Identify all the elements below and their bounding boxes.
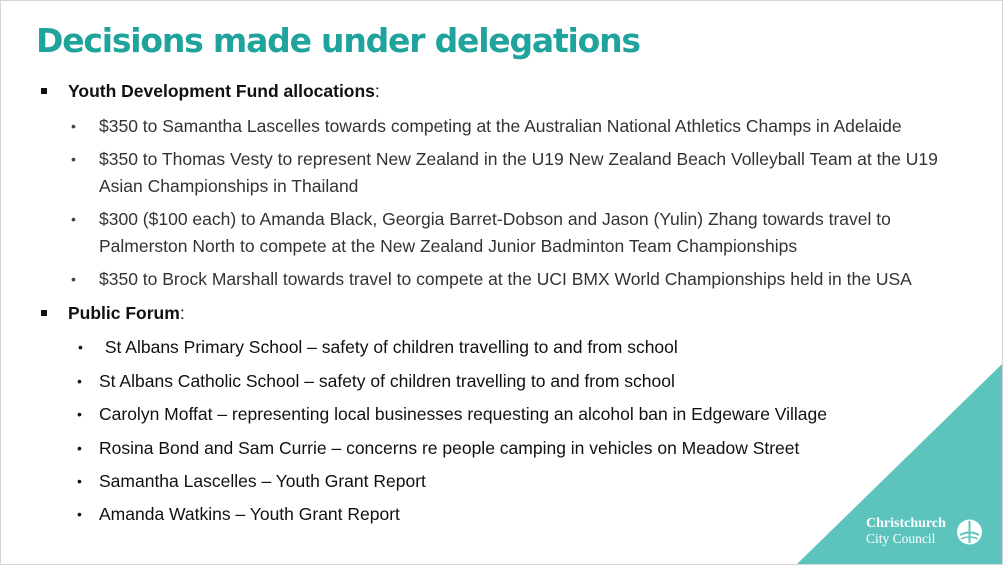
list-item-text: $350 to Brock Marshall towards travel to compete at the UCI BMX World Championships held in the USA	[99, 269, 912, 289]
round-bullet-icon: •	[77, 440, 82, 456]
list-item-text: St Albans Primary School – safety of children travelling to and from school	[100, 337, 678, 357]
round-bullet-icon: •	[77, 373, 82, 389]
list-item-text: Rosina Bond and Sam Currie – concerns re people camping in vehicles on Meadow Street	[99, 438, 800, 458]
list-item-text: Carolyn Moffat – representing local businesses requesting an alcohol ban in Edgeware Village	[99, 404, 828, 424]
section-heading-colon: :	[179, 303, 185, 323]
round-bullet-icon: •	[77, 406, 82, 422]
section-heading-label: Youth Development Fund allocations	[68, 81, 375, 101]
slide-title: Decisions made under delegations	[36, 21, 640, 60]
logo-line-2: City Council	[866, 531, 936, 546]
list-item-text: St Albans Catholic School – safety of children travelling to and from school	[99, 371, 675, 391]
list-item	[71, 266, 959, 293]
round-bullet-icon: •	[77, 473, 82, 489]
section-heading-label: Public Forum	[68, 303, 180, 323]
section-heading-youth-fund	[41, 81, 380, 102]
list-item-text: Amanda Watkins – Youth Grant Report	[99, 504, 400, 524]
list-item	[78, 334, 960, 361]
list-item-text: $300 ($100 each) to Amanda Black, Georgia Barret-Dobson and Jason (Yulin) Zhang towards travel to Palmerston North to compete at the New Zealand Junior Badminton Team Championships	[99, 209, 891, 256]
logo-line-1: Christchurch	[866, 516, 946, 531]
list-item-text: $350 to Samantha Lascelles towards competing at the Australian National Athletics Champs in Adelaide	[99, 116, 902, 136]
round-bullet-icon: •	[78, 339, 83, 355]
round-bullet-icon: •	[71, 211, 76, 227]
council-logo	[866, 516, 946, 546]
round-bullet-icon: •	[71, 271, 76, 287]
list-item	[71, 113, 959, 140]
council-logo-icon	[956, 518, 983, 546]
list-item-text: $350 to Thomas Vesty to represent New Zealand in the U19 New Zealand Beach Volleyball Team at the U19 Asian Championships in Thailand	[99, 149, 938, 196]
list-item-text: Samantha Lascelles – Youth Grant Report	[99, 471, 426, 491]
list-item	[71, 206, 959, 260]
round-bullet-icon: •	[77, 506, 82, 522]
list-item	[71, 146, 959, 200]
round-bullet-icon: •	[71, 118, 76, 134]
section-heading-colon: :	[374, 81, 380, 101]
round-bullet-icon: •	[71, 151, 76, 167]
square-bullet-icon	[41, 88, 47, 94]
section-heading-public-forum	[41, 303, 185, 324]
square-bullet-icon	[41, 310, 47, 316]
